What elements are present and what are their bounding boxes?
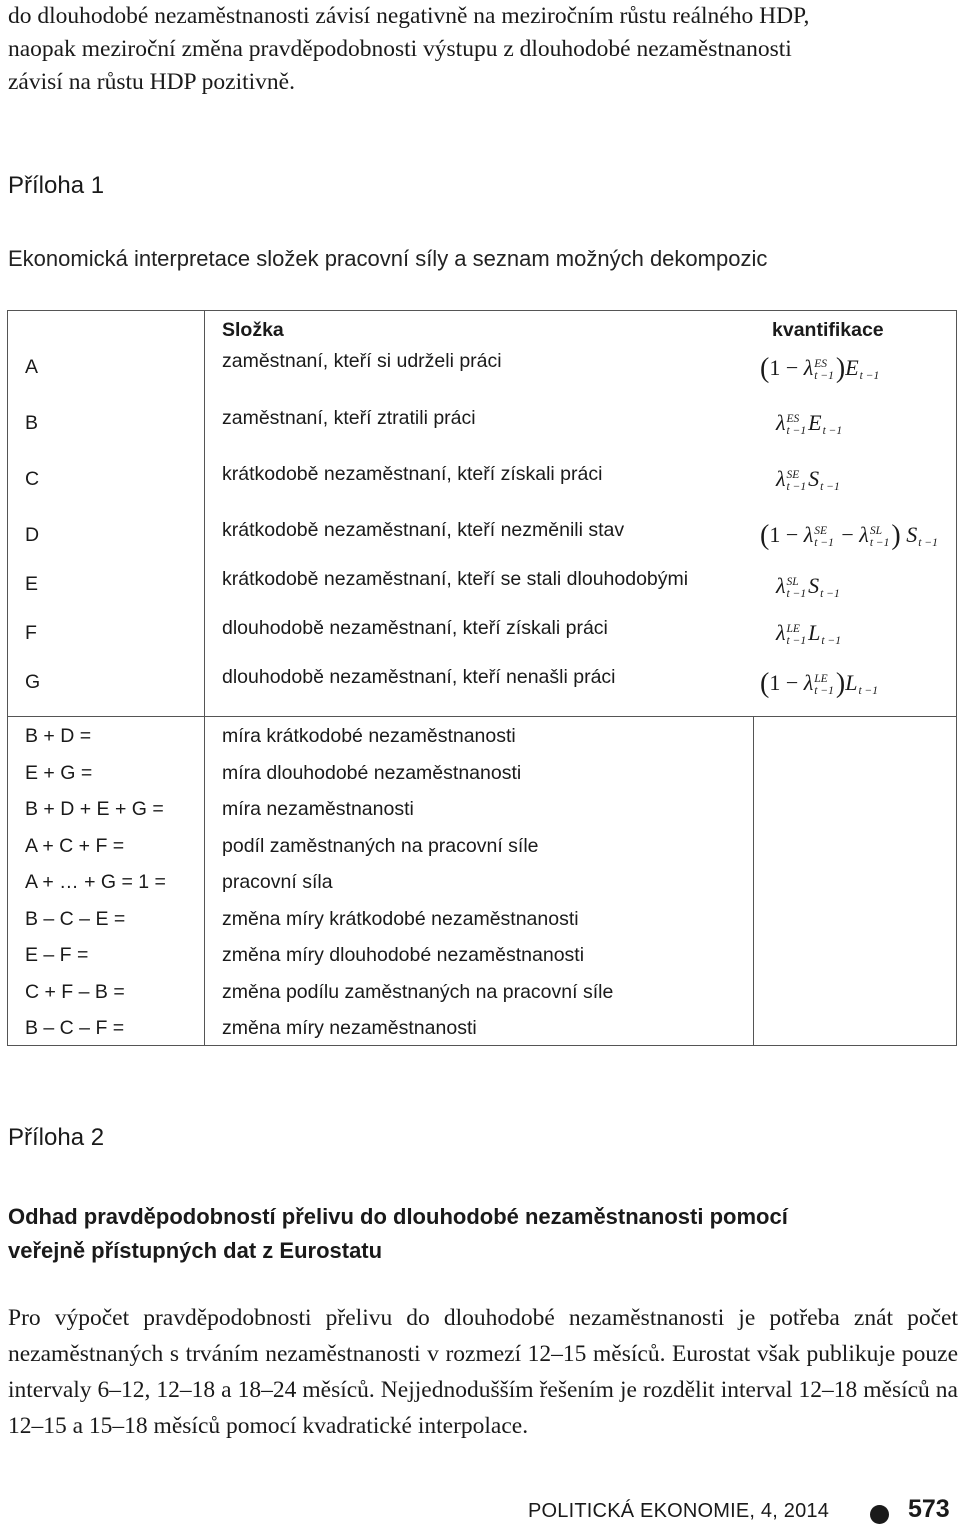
row-label: E: [25, 573, 39, 595]
appendix-2-subtitle-line-1: Odhad pravděpodobností přelivu do dlouhodobé nezaměstnanosti pomocí: [8, 1204, 788, 1229]
page-number: 573: [908, 1495, 950, 1523]
row-label: D: [25, 524, 40, 546]
quantification-formula: λ ES t −1 E t −1: [776, 410, 843, 437]
row-description: zaměstnaní, kteří si udrželi práci: [222, 350, 502, 372]
decomposition-formula: A + … + G = 1 =: [25, 871, 166, 893]
header-component: Složka: [222, 319, 284, 341]
decomposition-meaning: změna podílu zaměstnaných na pracovní síle: [222, 981, 614, 1003]
bullet-dot-icon: [870, 1505, 889, 1524]
row-label: G: [25, 671, 41, 693]
decomposition-formula: E + G =: [25, 762, 93, 784]
intro-line-1: do dlouhodobé nezaměstnanosti závisí negativně na meziročním růstu reálného HDP,: [8, 3, 810, 29]
row-description: krátkodobě nezaměstnaní, kteří se stali dlouhodobými: [222, 568, 689, 590]
appendix-2-body: Pro výpočet pravděpodobnosti přelivu do dlouhodobé nezaměstnanosti je potřeba znát počet nezaměstnaných s trváním nezaměstnanosti v rozmezí 12–15 měsíců. Eurostat však publikuje pouze intervaly 6–12, 12–18 a 18–24 měsíců. Nejjednodušším řešením je rozdělit interval 12–18 měsíců na 12–15 a 15–18 měsíců pomocí kvadratické interpolace.: [8, 1305, 958, 1439]
intro-paragraph: [8, 0, 956, 99]
quantification-formula: (1 − λ LE t −1 )L t −1: [760, 668, 879, 699]
decomposition-meaning: míra krátkodobé nezaměstnanosti: [222, 725, 516, 747]
decomposition-meaning: pracovní síla: [222, 871, 333, 893]
row-label: B: [25, 412, 39, 434]
decomposition-meaning: změna míry krátkodobé nezaměstnanosti: [222, 908, 579, 930]
appendix-2-subtitle: [8, 1200, 948, 1268]
decomposition-meaning: míra dlouhodobé nezaměstnanosti: [222, 762, 522, 784]
header-quantification: kvantifikace: [772, 319, 884, 341]
section-divider: [8, 716, 956, 717]
decomposition-meaning: změna míry dlouhodobé nezaměstnanosti: [222, 944, 585, 966]
decomposition-formula: B + D =: [25, 725, 92, 747]
quantification-formula: (1 − λ SE t −1 − λ SL t −1 ) S t −1: [760, 520, 938, 551]
decomposition-formula: B – C – F =: [25, 1017, 125, 1039]
decomposition-formula: C + F – B =: [25, 981, 125, 1003]
appendix-1-title: Příloha 1: [8, 172, 105, 199]
decomposition-meaning: podíl zaměstnaných na pracovní síle: [222, 835, 539, 857]
decomposition-formula: B + D + E + G =: [25, 798, 164, 820]
row-description: dlouhodobě nezaměstnaní, kteří nenašli práci: [222, 666, 616, 688]
row-description: zaměstnaní, kteří ztratili práci: [222, 407, 476, 429]
decomposition-formula: E – F =: [25, 944, 89, 966]
appendix-2-subtitle-line-2: veřejně přístupných dat z Eurostatu: [8, 1238, 383, 1263]
appendix-2-title: Příloha 2: [8, 1124, 105, 1151]
intro-line-2: naopak meziroční změna pravděpodobnosti výstupu z dlouhodobé nezaměstnanosti: [8, 36, 792, 62]
decomposition-table: [7, 310, 957, 1046]
row-label: A: [25, 356, 39, 378]
column-divider: [753, 716, 754, 1045]
quantification-formula: λ SE t −1 S t −1: [776, 466, 840, 493]
column-divider: [204, 311, 205, 1045]
decomposition-meaning: míra nezaměstnanosti: [222, 798, 414, 820]
appendix-1-subtitle: Ekonomická interpretace složek pracovní síly a seznam možných dekompozic: [8, 246, 768, 271]
journal-name: POLITICKÁ EKONOMIE, 4, 2014: [528, 1500, 830, 1522]
decomposition-formula: A + C + F =: [25, 835, 125, 857]
row-description: dlouhodobě nezaměstnaní, kteří získali práci: [222, 617, 608, 639]
quantification-formula: λ LE t −1 L t −1: [776, 620, 841, 647]
quantification-formula: λ SL t −1 S t −1: [776, 573, 840, 600]
intro-line-3: závisí na růstu HDP pozitivně.: [8, 69, 295, 95]
row-description: krátkodobě nezaměstnaní, kteří nezměnili stav: [222, 519, 625, 541]
decomposition-formula: B – C – E =: [25, 908, 126, 930]
row-label: C: [25, 468, 40, 490]
decomposition-meaning: změna míry nezaměstnanosti: [222, 1017, 477, 1039]
quantification-formula: (1 − λ ES t −1 )E t −1: [760, 353, 880, 384]
row-label: F: [25, 622, 37, 644]
row-description: krátkodobě nezaměstnaní, kteří získali práci: [222, 463, 603, 485]
